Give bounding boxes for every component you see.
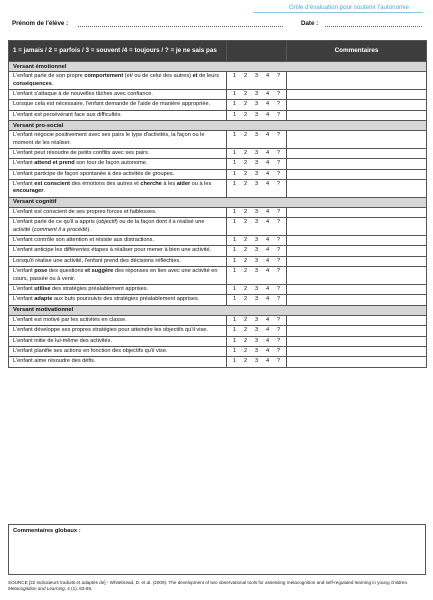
text-segment: L'enfant aime résoudre des défis. bbox=[13, 358, 96, 365]
rating-option[interactable]: ? bbox=[276, 327, 281, 334]
rating-scale bbox=[227, 246, 287, 256]
criterion-text bbox=[9, 284, 227, 294]
criterion-text bbox=[9, 236, 227, 246]
criterion-text bbox=[9, 110, 227, 120]
comment-cell[interactable] bbox=[287, 346, 427, 356]
comment-cell[interactable] bbox=[287, 148, 427, 158]
rating-option[interactable]: 1 bbox=[232, 237, 237, 244]
rating-option[interactable]: 1 bbox=[232, 170, 237, 177]
criterion-text bbox=[9, 315, 227, 325]
comment-cell[interactable] bbox=[287, 72, 427, 90]
rating-option[interactable]: ? bbox=[276, 149, 281, 156]
comment-cell[interactable] bbox=[287, 89, 427, 99]
text-segment: L'enfant participe de façon spontanée à des activités de groupes. bbox=[13, 170, 175, 177]
text-segment: ) ou de la façon dont il a réalisé une activité ( bbox=[13, 219, 205, 233]
text-segment: comportement bbox=[84, 73, 124, 80]
rating-scale bbox=[227, 169, 287, 179]
criterion-row bbox=[9, 89, 427, 99]
text-segment: L'enfant bbox=[13, 268, 35, 275]
comment-cell[interactable] bbox=[287, 207, 427, 217]
criterion-row bbox=[9, 159, 427, 169]
text-segment: , 4 (1), 63-85. bbox=[64, 586, 93, 592]
rating-option[interactable]: 4 bbox=[265, 285, 270, 292]
rating-scale bbox=[227, 100, 287, 110]
rating-option[interactable]: 2 bbox=[243, 285, 248, 292]
rating-option[interactable]: 3 bbox=[254, 347, 259, 354]
text-segment: L'enfant négocie positivement avec ses pairs le type d'activités, la façon ou le moment de les réaliser. bbox=[13, 132, 205, 146]
rating-option[interactable]: 4 bbox=[265, 337, 270, 344]
rating-scale bbox=[227, 336, 287, 346]
rating-option[interactable]: 3 bbox=[254, 111, 259, 118]
rating-option[interactable]: 2 bbox=[243, 208, 248, 215]
rating-option[interactable]: 2 bbox=[243, 257, 248, 264]
text-segment: SOURCE [22 indicateurs traduits et adaptés de] - Whitebread, D. et al. (2009). The development of two observational tools for assessing metacognition and self-regulated learning in young children. bbox=[8, 580, 409, 585]
comment-cell[interactable] bbox=[287, 218, 427, 236]
criterion-row bbox=[9, 218, 427, 236]
text-segment: L'enfant initie de lui-même des activités. bbox=[13, 337, 113, 344]
comment-cell[interactable] bbox=[287, 100, 427, 110]
rating-scale bbox=[227, 315, 287, 325]
rating-option[interactable]: ? bbox=[276, 73, 281, 80]
section-title: Versant cognitif bbox=[9, 197, 427, 207]
text-segment: adapte bbox=[34, 296, 53, 303]
comment-cell[interactable] bbox=[287, 284, 427, 294]
rating-option[interactable]: ? bbox=[276, 358, 281, 365]
rating-option[interactable]: 3 bbox=[254, 247, 259, 254]
criterion-row bbox=[9, 357, 427, 367]
rating-option[interactable]: 4 bbox=[265, 316, 270, 323]
rating-option[interactable]: 4 bbox=[265, 90, 270, 97]
criterion-text bbox=[9, 148, 227, 158]
criterion-text bbox=[9, 100, 227, 110]
comment-cell[interactable] bbox=[287, 236, 427, 246]
comment-cell[interactable] bbox=[287, 159, 427, 169]
comment-cell[interactable] bbox=[287, 110, 427, 120]
text-segment: son tour de façon autonome. bbox=[74, 160, 148, 167]
comment-cell[interactable] bbox=[287, 326, 427, 336]
text-segment: objectif bbox=[98, 219, 116, 226]
criterion-row bbox=[9, 180, 427, 198]
rating-scale bbox=[227, 159, 287, 169]
text-segment: L'enfant s'attaque à de nouvelles tâches avec confiance. bbox=[13, 90, 153, 97]
rating-option[interactable]: 3 bbox=[254, 285, 259, 292]
student-name-field[interactable] bbox=[78, 26, 283, 27]
text-segment: L'enfant bbox=[13, 285, 35, 292]
global-comments-box[interactable] bbox=[8, 524, 426, 575]
table-header-row bbox=[9, 41, 427, 62]
comment-cell[interactable] bbox=[287, 295, 427, 305]
rating-scale bbox=[227, 148, 287, 158]
rating-scale bbox=[227, 326, 287, 336]
text-segment: conséquences bbox=[13, 80, 52, 87]
rating-option[interactable]: 2 bbox=[243, 327, 248, 334]
criterion-row bbox=[9, 315, 427, 325]
rating-option[interactable]: 1 bbox=[232, 347, 237, 354]
criterion-text bbox=[9, 346, 227, 356]
comment-cell[interactable] bbox=[287, 357, 427, 367]
criterion-text bbox=[9, 131, 227, 149]
rating-option[interactable]: ? bbox=[276, 257, 281, 264]
rating-scale bbox=[227, 110, 287, 120]
evaluation-table bbox=[8, 40, 427, 368]
comment-cell[interactable] bbox=[287, 336, 427, 346]
text-segment: L'enfant développe ses propres stratégies pour atteindre les objectifs qu'il vise. bbox=[13, 327, 208, 334]
criterion-row bbox=[9, 326, 427, 336]
section-row bbox=[9, 197, 427, 207]
rating-option[interactable]: 4 bbox=[265, 132, 270, 139]
text-segment: de leurs bbox=[197, 73, 220, 80]
rating-option[interactable]: 4 bbox=[265, 327, 270, 334]
rating-option[interactable]: 2 bbox=[243, 132, 248, 139]
rating-option[interactable]: 1 bbox=[232, 90, 237, 97]
date-label: Date : bbox=[301, 20, 319, 27]
rating-option[interactable]: 1 bbox=[232, 101, 237, 108]
rating-option[interactable]: 2 bbox=[243, 316, 248, 323]
rating-option[interactable]: 4 bbox=[265, 149, 270, 156]
text-segment: L'enfant planifie ses actions en fonction des objectifs qu'il vise. bbox=[13, 347, 168, 354]
comment-cell[interactable] bbox=[287, 246, 427, 256]
rating-option[interactable]: 3 bbox=[254, 296, 259, 303]
rating-option[interactable]: 1 bbox=[232, 327, 237, 334]
text-segment: ). bbox=[87, 226, 91, 233]
rating-scale bbox=[227, 295, 287, 305]
rating-option[interactable]: 1 bbox=[232, 316, 237, 323]
rating-option[interactable]: 3 bbox=[254, 316, 259, 323]
rating-option[interactable]: ? bbox=[276, 347, 281, 354]
rating-option[interactable]: 3 bbox=[254, 358, 259, 365]
rating-option[interactable]: 4 bbox=[265, 237, 270, 244]
rating-scale bbox=[227, 357, 287, 367]
text-segment: encourager bbox=[13, 188, 44, 195]
rating-option[interactable]: ? bbox=[276, 160, 281, 167]
rating-option[interactable]: 2 bbox=[243, 90, 248, 97]
text-segment: L'enfant est motivé par les activités en classe. bbox=[13, 316, 127, 323]
rating-option[interactable]: 1 bbox=[232, 132, 237, 139]
criterion-text bbox=[9, 357, 227, 367]
rating-option[interactable]: 1 bbox=[232, 219, 237, 226]
text-segment: est conscient bbox=[34, 181, 71, 188]
evaluation-table-body bbox=[9, 62, 427, 368]
page-header-title: Grille d'évaluation pour soutenir l'autonomie bbox=[289, 4, 409, 11]
rating-option[interactable]: 1 bbox=[232, 208, 237, 215]
rating-option[interactable]: 4 bbox=[265, 170, 270, 177]
text-segment: et bbox=[192, 73, 198, 80]
text-segment: L'enfant anticipe les différentes étapes à réaliser pour mener à bien une activité. bbox=[13, 247, 212, 254]
text-segment: à les bbox=[161, 181, 177, 188]
rating-option[interactable]: 4 bbox=[265, 347, 270, 354]
rating-option[interactable]: 2 bbox=[243, 181, 248, 188]
rating-scale bbox=[227, 284, 287, 294]
section-row bbox=[9, 62, 427, 72]
criterion-text bbox=[9, 267, 227, 285]
criterion-text bbox=[9, 89, 227, 99]
rating-option[interactable]: ? bbox=[276, 268, 281, 275]
text-segment: L'enfant bbox=[13, 181, 35, 188]
text-segment: des réponses en lien avec une activité en cours, passée ou à venir. bbox=[13, 268, 218, 282]
criterion-row bbox=[9, 346, 427, 356]
rating-option[interactable]: 3 bbox=[254, 219, 259, 226]
text-segment: attend et prend bbox=[34, 160, 75, 167]
criterion-text bbox=[9, 246, 227, 256]
rating-scale bbox=[227, 180, 287, 198]
rating-option[interactable]: 3 bbox=[254, 337, 259, 344]
rating-option[interactable]: 3 bbox=[254, 132, 259, 139]
rating-scale bbox=[227, 267, 287, 285]
text-segment: L'enfant parle de ce qu'il a appris ( bbox=[13, 219, 99, 226]
global-comments-label: Commentaires globaux : bbox=[13, 528, 81, 534]
criterion-text bbox=[9, 295, 227, 305]
rating-scale bbox=[227, 236, 287, 246]
text-segment: aux buts poursuivis des stratégies préalablement apprises. bbox=[52, 296, 200, 303]
text-segment: des questions bbox=[47, 268, 85, 275]
criterion-text bbox=[9, 159, 227, 169]
text-segment: L'enfant bbox=[13, 296, 35, 303]
rating-option[interactable]: 3 bbox=[254, 237, 259, 244]
text-segment: L'enfant est conscient de ses propres forces et faiblesses. bbox=[13, 208, 157, 215]
text-segment: aider bbox=[176, 181, 191, 188]
rating-option[interactable]: 1 bbox=[232, 149, 237, 156]
comment-cell[interactable] bbox=[287, 315, 427, 325]
comment-cell[interactable] bbox=[287, 256, 427, 266]
rating-option[interactable]: 3 bbox=[254, 90, 259, 97]
rating-option[interactable]: 4 bbox=[265, 296, 270, 303]
rating-option[interactable]: 1 bbox=[232, 268, 237, 275]
rating-option[interactable]: 1 bbox=[232, 247, 237, 254]
text-segment: Metacognition and Learning bbox=[8, 586, 65, 592]
rating-option[interactable]: ? bbox=[276, 170, 281, 177]
text-segment: pose bbox=[34, 268, 48, 275]
rating-option[interactable]: 3 bbox=[254, 160, 259, 167]
rating-option[interactable]: 2 bbox=[243, 347, 248, 354]
criterion-row bbox=[9, 236, 427, 246]
criterion-text bbox=[9, 256, 227, 266]
text-segment: des stratégies préalablement apprises. bbox=[50, 285, 149, 292]
text-segment: L'enfant bbox=[13, 160, 35, 167]
criterion-row bbox=[9, 72, 427, 90]
header-rule bbox=[253, 12, 423, 13]
rating-option[interactable]: 4 bbox=[265, 181, 270, 188]
text-segment: cherche bbox=[140, 181, 162, 188]
rating-option[interactable]: 4 bbox=[265, 111, 270, 118]
rating-option[interactable]: 2 bbox=[243, 149, 248, 156]
comments-header: Commentaires bbox=[287, 41, 427, 62]
rating-option[interactable]: 3 bbox=[254, 170, 259, 177]
criterion-text bbox=[9, 336, 227, 346]
comment-cell[interactable] bbox=[287, 180, 427, 198]
rating-option[interactable]: 3 bbox=[254, 268, 259, 275]
rating-scale bbox=[227, 207, 287, 217]
criterion-row bbox=[9, 256, 427, 266]
student-identity-line bbox=[12, 20, 422, 30]
text-segment: comment il a procédé bbox=[33, 226, 88, 233]
criterion-text bbox=[9, 207, 227, 217]
criterion-row bbox=[9, 207, 427, 217]
rating-option[interactable]: ? bbox=[276, 132, 281, 139]
rating-option[interactable]: 4 bbox=[265, 208, 270, 215]
criterion-row bbox=[9, 295, 427, 305]
rating-option[interactable]: ? bbox=[276, 208, 281, 215]
text-segment: L'enfant est persévérant face aux difficultés. bbox=[13, 111, 122, 118]
rating-option[interactable]: ? bbox=[276, 181, 281, 188]
criterion-row bbox=[9, 100, 427, 110]
rating-option[interactable]: 2 bbox=[243, 73, 248, 80]
criterion-text bbox=[9, 72, 227, 90]
section-title: Versant pro-social bbox=[9, 121, 427, 131]
rating-option[interactable]: 3 bbox=[254, 73, 259, 80]
rating-option[interactable]: 3 bbox=[254, 327, 259, 334]
text-segment: L'enfant peut résoudre de petits conflits avec ses pairs. bbox=[13, 149, 150, 156]
rating-option[interactable]: ? bbox=[276, 285, 281, 292]
rating-option[interactable]: 3 bbox=[254, 208, 259, 215]
criterion-text bbox=[9, 326, 227, 336]
rating-option[interactable]: 4 bbox=[265, 73, 270, 80]
rating-option[interactable]: ? bbox=[276, 316, 281, 323]
rating-option[interactable]: 3 bbox=[254, 149, 259, 156]
text-segment: Lorsqu'il réalise une activité, l'enfant prend des décisions réfléchies. bbox=[13, 257, 181, 264]
rating-option[interactable]: 1 bbox=[232, 337, 237, 344]
rating-option[interactable]: 4 bbox=[265, 219, 270, 226]
rating-option[interactable]: 1 bbox=[232, 358, 237, 365]
text-segment: Lorsque cela est nécessaire, l'enfant demande de l'aide de manière appropriée. bbox=[13, 101, 211, 108]
rating-option[interactable]: 1 bbox=[232, 160, 237, 167]
rating-scale bbox=[227, 218, 287, 236]
rating-scale bbox=[227, 89, 287, 99]
rating-option[interactable]: 1 bbox=[232, 296, 237, 303]
text-segment: . bbox=[43, 188, 46, 195]
rating-option[interactable]: ? bbox=[276, 111, 281, 118]
criterion-row bbox=[9, 284, 427, 294]
criterion-row bbox=[9, 246, 427, 256]
rating-option[interactable]: 1 bbox=[232, 285, 237, 292]
rating-option[interactable]: 4 bbox=[265, 358, 270, 365]
scale-header-spacer bbox=[227, 41, 287, 62]
text-segment: L'enfant parle de son propre bbox=[13, 73, 85, 80]
rating-option[interactable]: 4 bbox=[265, 101, 270, 108]
section-row bbox=[9, 305, 427, 315]
text-segment: utilise bbox=[34, 285, 51, 292]
rating-option[interactable]: ? bbox=[276, 247, 281, 254]
rating-scale bbox=[227, 346, 287, 356]
section-title: Versant motivationnel bbox=[9, 305, 427, 315]
comment-cell[interactable] bbox=[287, 169, 427, 179]
rating-option[interactable]: 4 bbox=[265, 247, 270, 254]
rating-option[interactable]: 2 bbox=[243, 160, 248, 167]
criterion-row bbox=[9, 110, 427, 120]
rating-option[interactable]: 3 bbox=[254, 101, 259, 108]
scale-legend: 1 = jamais / 2 = parfois / 3 = souvent /4 = toujours / ? = je ne sais pas bbox=[9, 41, 227, 62]
comment-cell[interactable] bbox=[287, 267, 427, 285]
text-segment: des émotions des autres et bbox=[70, 181, 141, 188]
rating-option[interactable]: 2 bbox=[243, 219, 248, 226]
criterion-text bbox=[9, 218, 227, 236]
criterion-text bbox=[9, 180, 227, 198]
rating-option[interactable]: 2 bbox=[243, 247, 248, 254]
rating-option[interactable]: 2 bbox=[243, 296, 248, 303]
date-field[interactable] bbox=[325, 26, 422, 27]
student-name-label: Prénom de l'élève : bbox=[12, 20, 69, 27]
rating-option[interactable]: 1 bbox=[232, 111, 237, 118]
rating-option[interactable]: 3 bbox=[254, 257, 259, 264]
criterion-row bbox=[9, 336, 427, 346]
text-segment: . bbox=[51, 80, 54, 87]
text-segment: L'enfant contrôle son attention et résiste aux distractions. bbox=[13, 237, 154, 244]
criterion-row bbox=[9, 131, 427, 149]
text-segment: et suggère bbox=[85, 268, 114, 275]
rating-option[interactable]: 2 bbox=[243, 101, 248, 108]
rating-option[interactable]: 3 bbox=[254, 181, 259, 188]
rating-option[interactable]: ? bbox=[276, 337, 281, 344]
rating-scale bbox=[227, 72, 287, 90]
rating-option[interactable]: 2 bbox=[243, 237, 248, 244]
rating-option[interactable]: 1 bbox=[232, 73, 237, 80]
rating-option[interactable]: 2 bbox=[243, 170, 248, 177]
criterion-row bbox=[9, 267, 427, 285]
criterion-row bbox=[9, 169, 427, 179]
rating-option[interactable]: 2 bbox=[243, 268, 248, 275]
text-segment: ou à les bbox=[190, 181, 212, 188]
rating-scale bbox=[227, 256, 287, 266]
section-title: Versant émotionnel bbox=[9, 62, 427, 72]
rating-option[interactable]: ? bbox=[276, 219, 281, 226]
comment-cell[interactable] bbox=[287, 131, 427, 149]
text-segment: (et/ ou de celui des autres) bbox=[123, 73, 193, 80]
source-citation bbox=[8, 580, 426, 592]
criterion-row bbox=[9, 148, 427, 158]
section-row bbox=[9, 121, 427, 131]
rating-option[interactable]: 4 bbox=[265, 268, 270, 275]
rating-option[interactable]: 2 bbox=[243, 337, 248, 344]
rating-option[interactable]: 4 bbox=[265, 257, 270, 264]
rating-option[interactable]: ? bbox=[276, 90, 281, 97]
rating-option[interactable]: 4 bbox=[265, 160, 270, 167]
rating-option[interactable]: ? bbox=[276, 296, 281, 303]
rating-scale bbox=[227, 131, 287, 149]
rating-option[interactable]: 1 bbox=[232, 181, 237, 188]
rating-option[interactable]: 1 bbox=[232, 257, 237, 264]
rating-option[interactable]: 2 bbox=[243, 111, 248, 118]
criterion-text bbox=[9, 169, 227, 179]
rating-option[interactable]: ? bbox=[276, 101, 281, 108]
rating-option[interactable]: 2 bbox=[243, 358, 248, 365]
rating-option[interactable]: ? bbox=[276, 237, 281, 244]
